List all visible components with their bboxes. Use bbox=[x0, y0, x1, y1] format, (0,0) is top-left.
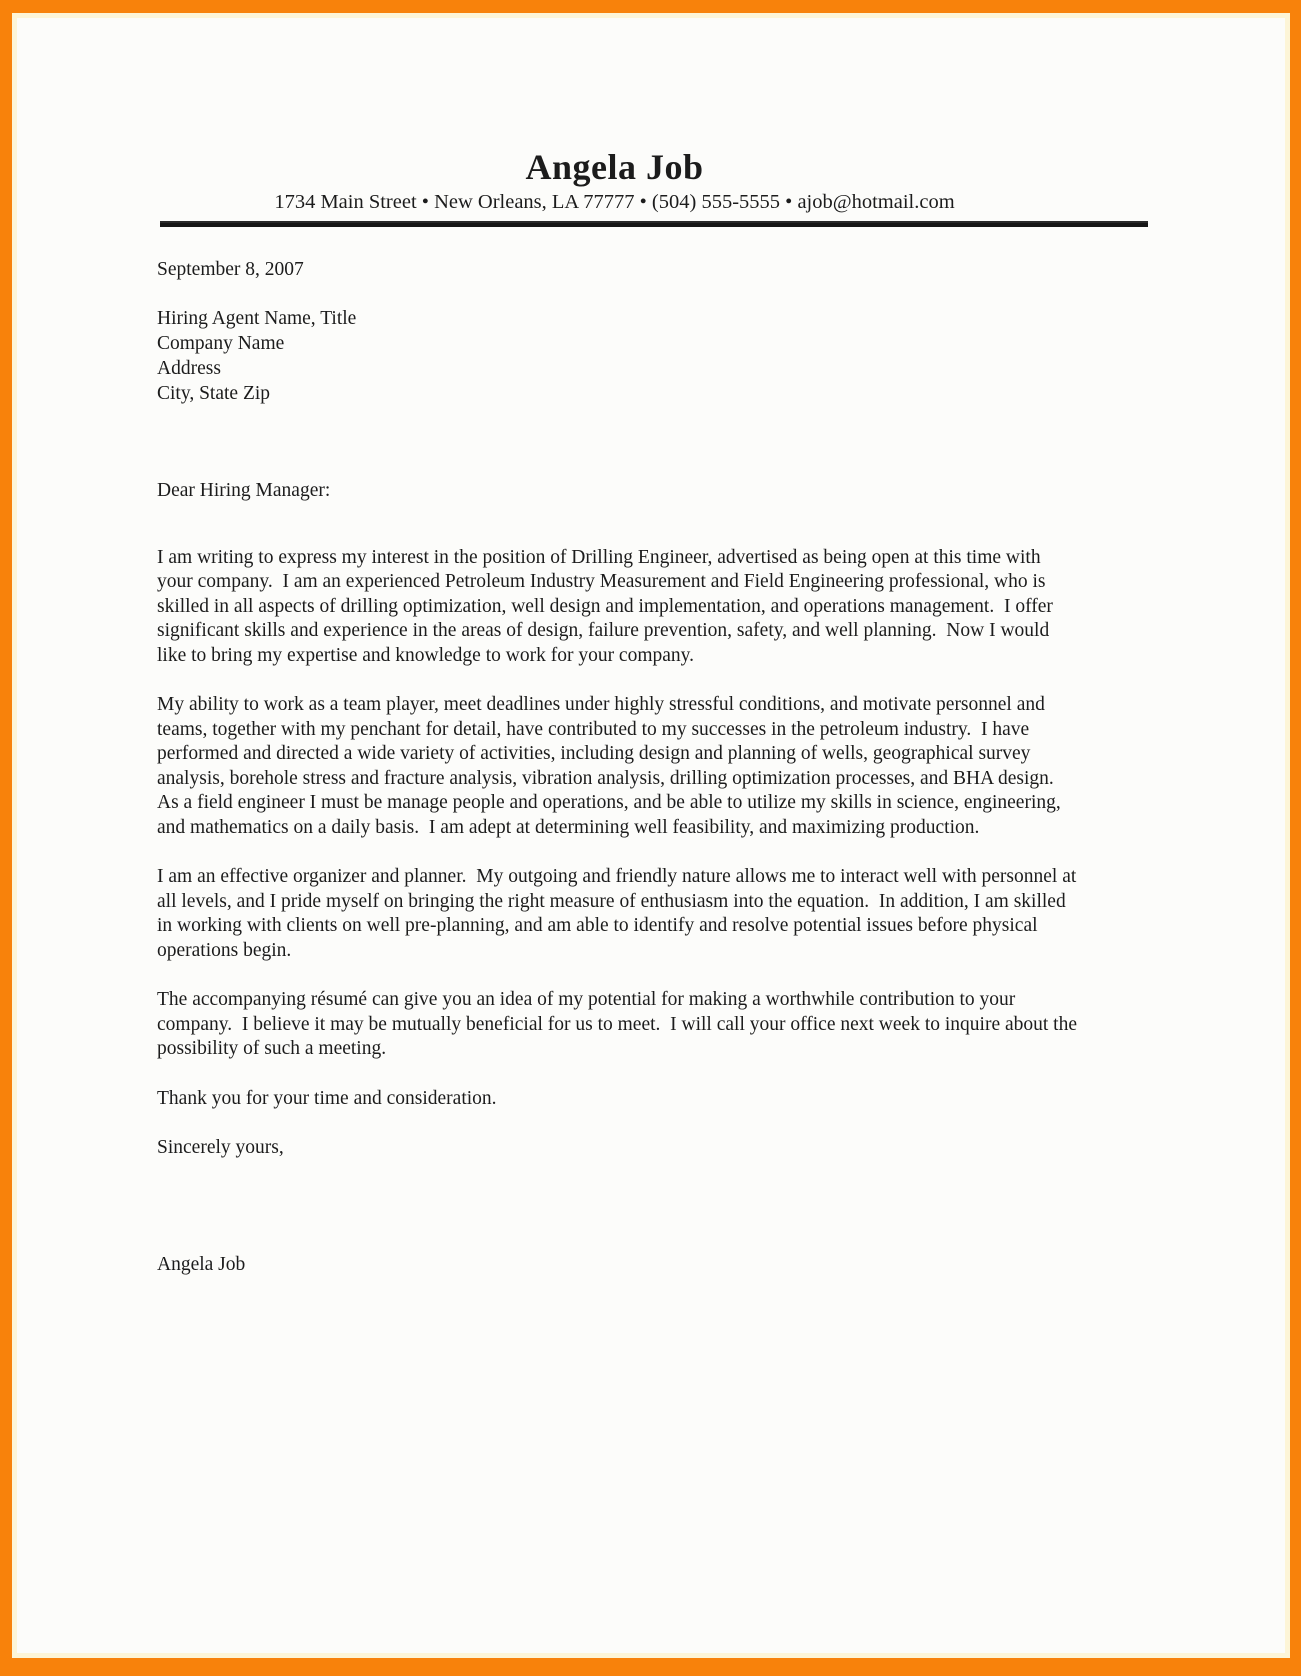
recipient-company: Company Name bbox=[157, 333, 285, 355]
body-paragraph-4: The accompanying résumé can give you an idea of my potential for making a worthwhile contribution to your company. I believe it may be mutually beneficial for us to meet. I will call your office next week to inquire about the possibility of such a meeting. bbox=[157, 989, 1082, 1060]
header-divider bbox=[160, 221, 1148, 227]
salutation: Dear Hiring Manager: bbox=[157, 480, 331, 502]
recipient-city-state-zip: City, State Zip bbox=[157, 383, 271, 405]
body-paragraph-3: I am an effective organizer and planner. My outgoing and friendly nature allows me to interact well with personnel at all levels, and I pride myself on bringing the right measure of enthusiasm into the equation. In addition, I am skilled in working with clients on well pre-planning, and am able to identify and resolve potential issues before physical operations begin. bbox=[157, 866, 1082, 961]
thank-you-line: Thank you for your time and consideration. bbox=[157, 1087, 497, 1109]
cover-letter bbox=[17, 18, 1285, 1277]
applicant-name: Angela Job bbox=[525, 147, 704, 187]
recipient-name-title: Hiring Agent Name, Title bbox=[157, 308, 357, 330]
body-paragraph-1: I am writing to express my interest in the position of Drilling Engineer, advertised as being open at this time with your company. I am an experienced Petroleum Industry Measurement and Field Engineering professional, who is skilled in all aspects of drilling optimization, well design and implementation, and operations management. I offer significant skills and experience in the areas of design, failure prevention, safety, and well planning. Now I would like to bring my expertise and knowledge to work for your company. bbox=[157, 546, 1058, 666]
letter-body bbox=[157, 258, 1082, 1278]
recipient-address: Address bbox=[157, 358, 221, 380]
date-line: September 8, 2007 bbox=[157, 258, 304, 280]
signature-name: Angela Job bbox=[157, 1253, 246, 1275]
body-paragraph-2: My ability to work as a team player, meet deadlines under highly stressful conditions, and motivate personnel and teams, together with my penchant for detail, have contributed to my successes in the petroleum industry. I have performed and directed a wide variety of activities, including design and planning of wells, geographical survey analysis, borehole stress and fracture analysis, vibration analysis, drilling optimization processes, and BHA design. As a field engineer I must be manage people and operations, and be able to utilize my skills in science, engineering, and mathematics on a daily basis. I am adept at determining well feasibility, and maximizing production. bbox=[157, 694, 1066, 838]
contact-line: 1734 Main Street • New Orleans, LA 77777 • (504) 555-5555 • ajob@hotmail.com bbox=[274, 190, 955, 213]
letter-header bbox=[157, 148, 1072, 214]
recipient-block bbox=[157, 306, 1077, 406]
letter-page bbox=[12, 13, 1290, 1658]
valediction: Sincerely yours, bbox=[157, 1137, 284, 1159]
